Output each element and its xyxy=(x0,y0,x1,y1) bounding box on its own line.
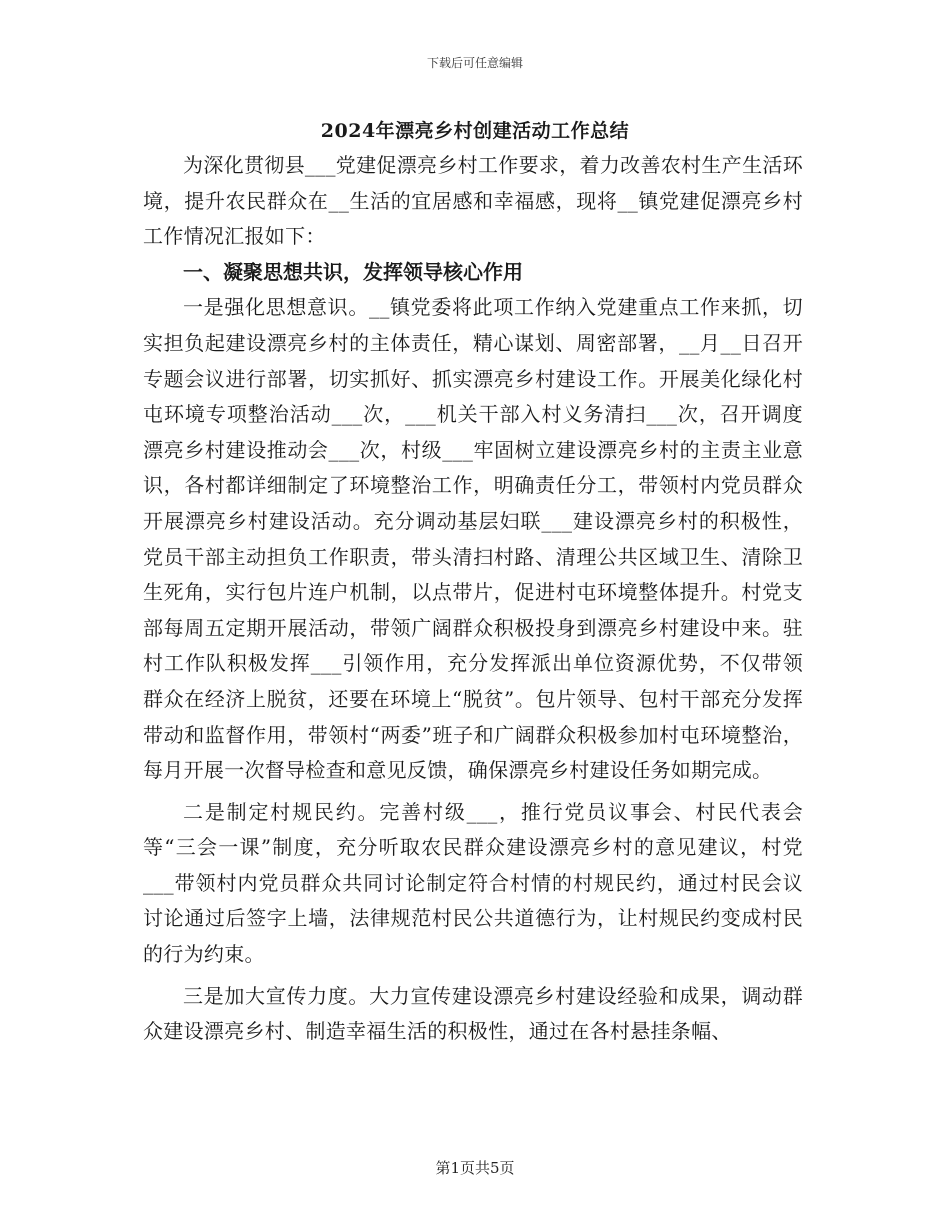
paragraph-3: 三是加大宣传力度。大力宣传建设漂亮乡村建设经验和成果，调动群众建设漂亮乡村、制造幸福生活的积极性，通过在各村悬挂条幅、 xyxy=(143,983,803,1044)
paragraph-2: 二是制定村规民约。完善村级___，推行党员议事会、村民代表会等“三会一课”制度，充分听取农民群众建设漂亮乡村的意见建议，村党___带领村内党员群众共同讨论制定符合村情的村规民约，通过村民会议讨论通过后签字上墙，法律规范村民公共道德行为，让村规民约变成村民的行为约束。 xyxy=(143,799,803,967)
page-footer: 第1页共5页 xyxy=(435,1159,515,1177)
intro-paragraph: 为深化贯彻县___党建促漂亮乡村工作要求，着力改善农村生产生活环境，提升农民群众在__生活的宜居感和幸福感，现将__镇党建促漂亮乡村工作情况汇报如下： xyxy=(143,153,803,249)
section-heading: 一、凝聚思想共识，发挥领导核心作用 xyxy=(183,259,523,284)
paragraph-1: 一是强化思想意识。__镇党委将此项工作纳入党建重点工作来抓，切实担负起建设漂亮乡村的主体责任，精心谋划、周密部署，__月__日召开专题会议进行部署，切实抓好、抓实漂亮乡村建设工作。开展美化绿化村屯环境专项整治活动___次，___机关干部入村义务清扫___次，召开调度漂亮乡村建设推动会___次，村级___牢固树立建设漂亮乡村的主责主业意识，各村都详细制定了环境整治工作，明确责任分工，带领村内党员群众开展漂亮乡村建设活动。充分调动基层妇联___建设漂亮乡村的积极性，党员干部主动担负工作职责，带头清扫村路、清理公共区域卫生、清除卫生死角，实行包片连户机制，以点带片，促进村屯环境整体提升。村党支部每周五定期开展活动，带领广阔群众积极投身到漂亮乡村建设中来。驻村工作队积极发挥___引领作用，充分发挥派出单位资源优势，不仅带领群众在经济上脱贫，还要在环境上“脱贫”。包片领导、包村干部充分发挥带动和监督作用，带领村“两委”班子和广阔群众积极参加村屯环境整治，每月开展一次督导检查和意见反馈，确保漂亮乡村建设任务如期完成。 xyxy=(143,295,803,783)
header-note: 下载后可任意编辑 xyxy=(426,56,523,70)
document-title: 2024年漂亮乡村创建活动工作总结 xyxy=(320,120,630,142)
document-body xyxy=(143,148,803,1050)
